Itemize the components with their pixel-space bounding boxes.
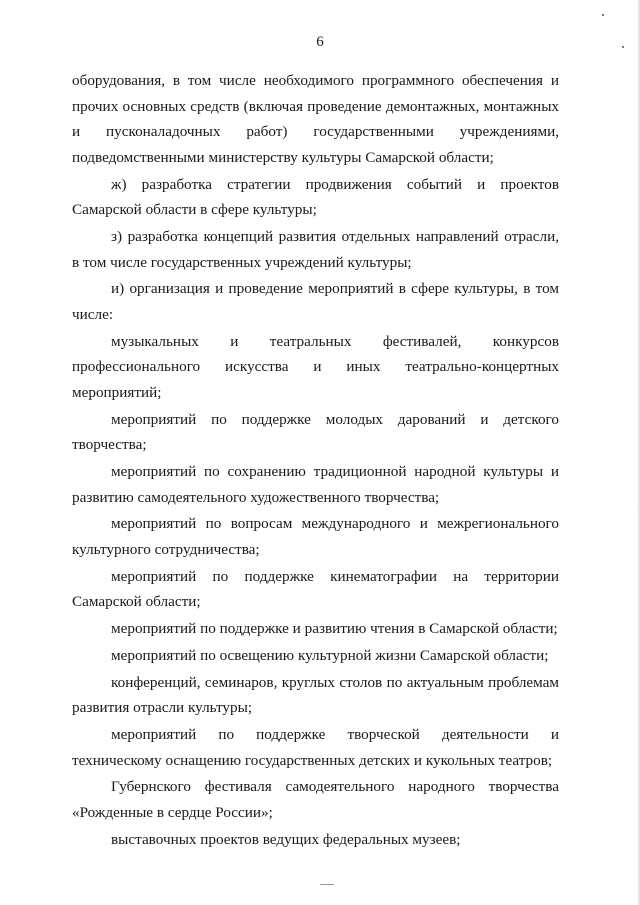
list-item-reading: мероприятий по поддержке и развитию чтения в Самарской области; [111, 620, 558, 638]
list-item-theaters: мероприятий по поддержке творческой деятельности и техническому оснащению государственных детских и кукольных театров; [72, 726, 559, 769]
list-item-cinema: мероприятий по поддержке кинематографии на территории Самарской области; [72, 567, 559, 611]
paragraph-item-z: з) разработка концепций развития отдельных направлений отрасли, в том числе государственных учреждений культуры; [72, 227, 559, 271]
paragraph-item-i: и) организация и проведение мероприятий в сфере культуры, в том числе: [72, 280, 559, 323]
page-number: 6 [316, 34, 324, 50]
list-item-young-talents: мероприятий по поддержке молодых дарований и детского творчества; [72, 410, 559, 454]
scan-speck [320, 884, 334, 885]
paragraph-equipment: оборудования, в том числе необходимого программного обеспечения и прочих основных средств (включая проведение демонтажных, монтажных и пусконаладочных работ) государственными учреждениями, подведомственными министерству культуры Самарской области; [72, 72, 559, 166]
scan-speck [622, 46, 624, 48]
list-item-international: мероприятий по вопросам международного и межрегионального культурного сотрудничества; [72, 515, 559, 558]
document-body [72, 68, 559, 852]
list-item-folk-culture: мероприятий по сохранению традиционной народной культуры и развитию самодеятельного художественного творчества; [72, 463, 559, 506]
scan-speck [602, 14, 604, 16]
list-item-festivals: музыкальных и театральных фестивалей, конкурсов профессионального искусства и иных театрально-концертных мероприятий; [72, 332, 559, 401]
list-item-museum-exhibitions: выставочных проектов ведущих федеральных музеев; [111, 830, 461, 848]
list-item-cultural-life: мероприятий по освещению культурной жизни Самарской области; [111, 646, 549, 664]
paragraph-item-zh: ж) разработка стратегии продвижения событий и проектов Самарской области в сфере культуры; [72, 175, 559, 219]
list-item-conferences: конференций, семинаров, круглых столов по актуальным проблемам развития отрасли культуры; [72, 673, 559, 717]
list-item-governor-festival: Губернского фестиваля самодеятельного народного творчества «Рожденные в сердце России»; [72, 778, 559, 822]
